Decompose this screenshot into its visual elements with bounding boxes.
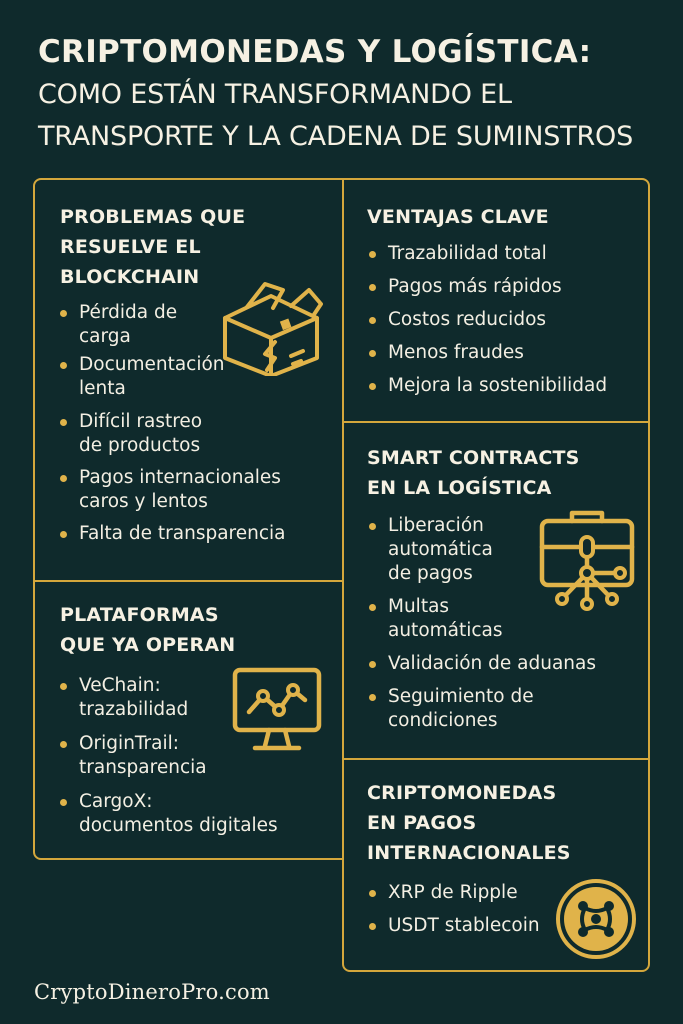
panel-ventajas (342, 178, 650, 423)
smart-contracts-item: Liberación automática de pagos (366, 514, 646, 586)
pagos-item: USDT stablecoin (366, 914, 586, 938)
plataformas-item: VeChain: trazabilidad (57, 674, 337, 722)
panel-problemas (33, 178, 344, 582)
page-subtitle-line-2: TRANSPORTE Y LA CADENA DE SUMINSTROS (38, 121, 634, 152)
problemas-item: Difícil rastreo de productos (57, 410, 342, 458)
ventajas-item: Trazabilidad total (366, 242, 646, 266)
title-block (38, 30, 678, 158)
problemas-item: Pagos internacionales caros y lentos (57, 466, 342, 514)
problemas-item: Pérdida de carga (57, 301, 342, 349)
smart-contracts-item: Validación de aduanas (366, 652, 646, 676)
pagos-heading-1: CRIPTOMONEDAS (367, 782, 557, 804)
panel-plataformas (33, 580, 344, 860)
pagos-list (366, 881, 586, 938)
infographic-grid (33, 178, 650, 972)
page-title: CRIPTOMONEDAS Y LOGÍSTICA: (38, 34, 592, 70)
problemas-item: Documentación lenta (57, 353, 342, 401)
plataformas-list (57, 674, 337, 838)
problemas-list (57, 301, 342, 546)
smart-contracts-list (366, 514, 646, 733)
smart-contracts-item: Seguimiento de condiciones (366, 685, 646, 733)
footer-site: CryptoDineroPro.com (34, 980, 270, 1004)
pagos-item: XRP de Ripple (366, 881, 586, 905)
ventajas-list (366, 242, 646, 398)
page-subtitle-line-1: COMO ESTÁN TRANSFORMANDO EL (38, 79, 512, 110)
problemas-heading-3: BLOCKCHAIN (60, 266, 200, 288)
pagos-heading-3: INTERNACIONALES (367, 842, 571, 864)
pagos-heading-2: EN PAGOS (367, 812, 477, 834)
ventajas-item: Costos reducidos (366, 308, 646, 332)
panel-pagos (342, 758, 650, 972)
ventajas-item: Mejora la sostenibilidad (366, 374, 646, 398)
ventajas-item: Pagos más rápidos (366, 275, 646, 299)
plataformas-item: OriginTrail: transparencia (57, 732, 337, 780)
panel-smart-contracts (342, 421, 650, 760)
plataformas-heading-1: PLATAFORMAS (60, 604, 219, 626)
smart-contracts-item: Multas automáticas (366, 595, 646, 643)
smart-contracts-heading-1: SMART CONTRACTS (367, 447, 580, 469)
problemas-item: Falta de transparencia (57, 522, 342, 546)
smart-contracts-heading-2: EN LA LOGÍSTICA (367, 477, 552, 499)
plataformas-item: CargoX: documentos digitales (57, 790, 337, 838)
problemas-heading-1: PROBLEMAS QUE (60, 206, 246, 228)
plataformas-heading-2: QUE YA OPERAN (60, 634, 236, 656)
ventajas-heading: VENTAJAS CLAVE (367, 206, 549, 228)
ventajas-item: Menos fraudes (366, 341, 646, 365)
ripple-logo-icon (555, 878, 637, 960)
problemas-heading-2: RESUELVE EL (60, 236, 201, 258)
